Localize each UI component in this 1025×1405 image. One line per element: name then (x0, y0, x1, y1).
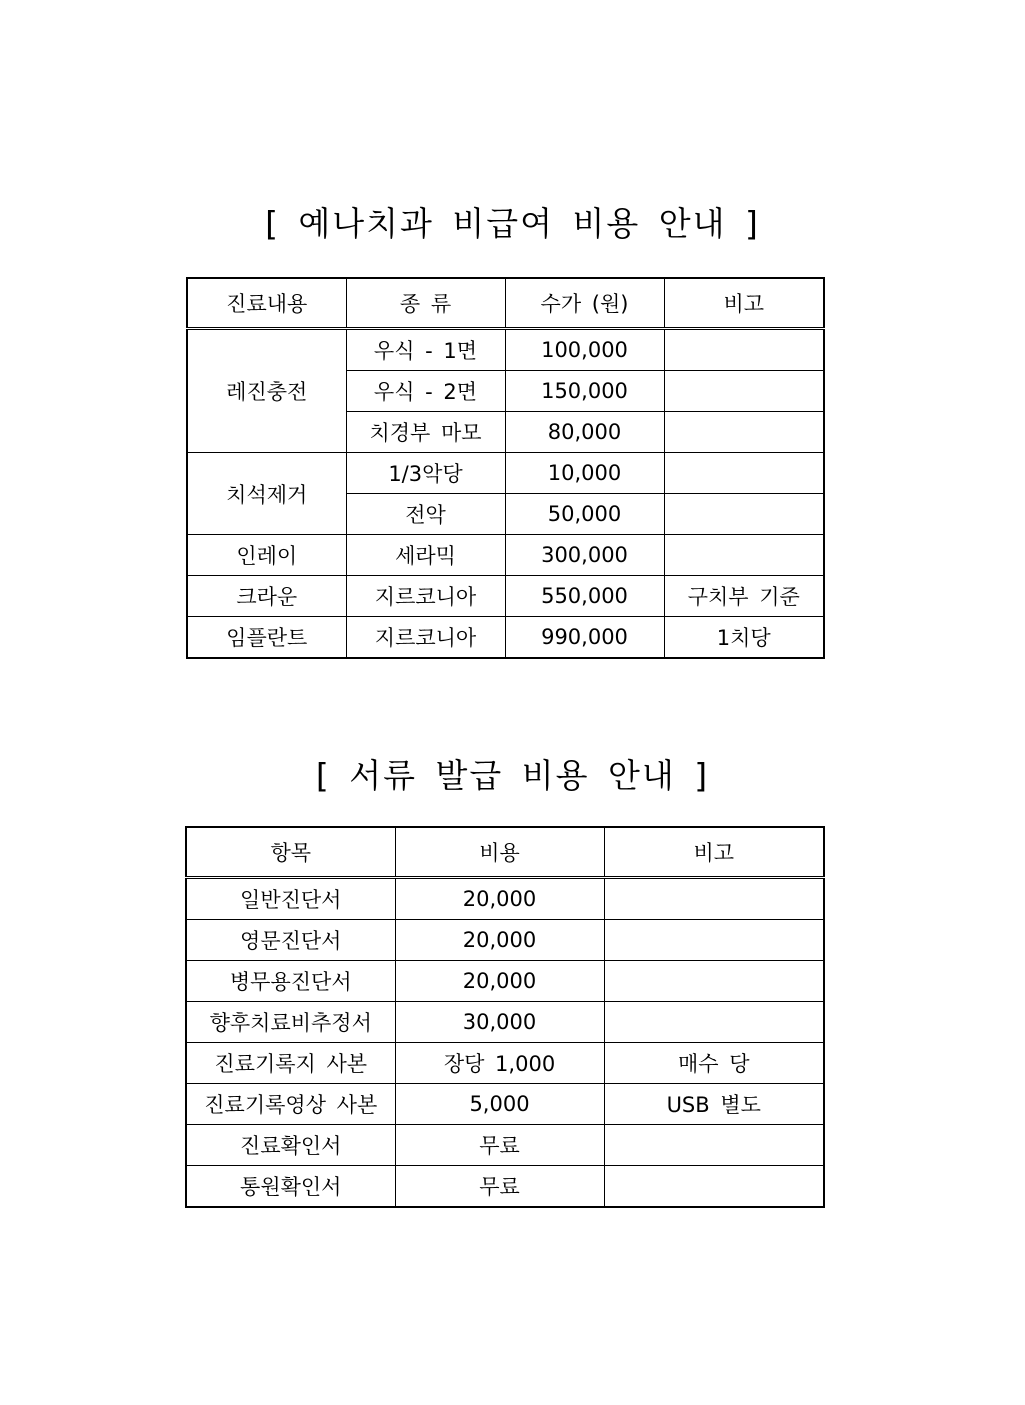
table-row (186, 920, 824, 961)
cost-cell: 20,000 (395, 961, 604, 1002)
header-treatment: 진료내용 (187, 278, 346, 329)
header-cost: 비용 (395, 827, 604, 878)
header-item: 항목 (186, 827, 395, 878)
price-cell: 300,000 (505, 535, 664, 576)
non-covered-fee-table (186, 277, 825, 659)
price-cell: 100,000 (505, 329, 664, 371)
table-row (187, 453, 824, 494)
header-type: 종 류 (346, 278, 505, 329)
table-row (187, 617, 824, 659)
header-note: 비고 (664, 278, 824, 329)
fee-table-body (187, 329, 824, 659)
treatment-type-cell: 전악 (346, 494, 505, 535)
doc-section-title: [ 서류 발급 비용 안내 ] (315, 756, 710, 795)
table-row (186, 1084, 824, 1125)
table-row (187, 329, 824, 371)
cost-cell: 20,000 (395, 878, 604, 920)
treatment-type-cell: 지르코니아 (346, 576, 505, 617)
document-fee-table (185, 826, 825, 1208)
table-row (186, 1125, 824, 1166)
treatment-category-cell: 치석제거 (187, 453, 346, 535)
price-cell: 80,000 (505, 412, 664, 453)
cost-cell: 5,000 (395, 1084, 604, 1125)
note-cell (604, 961, 824, 1002)
table-row (187, 535, 824, 576)
note-cell: 1치당 (664, 617, 824, 659)
table-row (186, 878, 824, 920)
note-cell: 구치부 기준 (664, 576, 824, 617)
cost-cell: 장당 1,000 (395, 1043, 604, 1084)
table-row (186, 961, 824, 1002)
document-item-cell: 일반진단서 (186, 878, 395, 920)
document-item-cell: 진료기록영상 사본 (186, 1084, 395, 1125)
note-cell (604, 1125, 824, 1166)
note-cell (664, 453, 824, 494)
price-cell: 10,000 (505, 453, 664, 494)
header-note: 비고 (604, 827, 824, 878)
price-cell: 50,000 (505, 494, 664, 535)
treatment-type-cell: 지르코니아 (346, 617, 505, 659)
note-cell (664, 494, 824, 535)
note-cell (664, 535, 824, 576)
note-cell (604, 878, 824, 920)
document-item-cell: 진료확인서 (186, 1125, 395, 1166)
document-item-cell: 병무용진단서 (186, 961, 395, 1002)
price-cell: 990,000 (505, 617, 664, 659)
cost-cell: 무료 (395, 1166, 604, 1208)
note-cell (604, 1166, 824, 1208)
note-cell: 매수 당 (604, 1043, 824, 1084)
document-item-cell: 영문진단서 (186, 920, 395, 961)
table-row (186, 1166, 824, 1208)
note-cell: USB 별도 (604, 1084, 824, 1125)
table-row (186, 1002, 824, 1043)
treatment-category-cell: 레진충전 (187, 329, 346, 453)
note-cell (604, 1002, 824, 1043)
note-cell (604, 920, 824, 961)
doc-table-body (186, 878, 824, 1208)
header-price: 수가 (원) (505, 278, 664, 329)
price-cell: 150,000 (505, 371, 664, 412)
treatment-category-cell: 임플란트 (187, 617, 346, 659)
treatment-type-cell: 우식 - 2면 (346, 371, 505, 412)
cost-cell: 무료 (395, 1125, 604, 1166)
note-cell (664, 329, 824, 371)
treatment-type-cell: 세라믹 (346, 535, 505, 576)
treatment-type-cell: 우식 - 1면 (346, 329, 505, 371)
table-row (186, 1043, 824, 1084)
treatment-category-cell: 크라운 (187, 576, 346, 617)
cost-cell: 20,000 (395, 920, 604, 961)
treatment-type-cell: 치경부 마모 (346, 412, 505, 453)
document-item-cell: 진료기록지 사본 (186, 1043, 395, 1084)
treatment-category-cell: 인레이 (187, 535, 346, 576)
table-header-row (187, 278, 824, 329)
cost-cell: 30,000 (395, 1002, 604, 1043)
treatment-type-cell: 1/3악당 (346, 453, 505, 494)
note-cell (664, 412, 824, 453)
document-item-cell: 향후치료비추정서 (186, 1002, 395, 1043)
note-cell (664, 371, 824, 412)
fee-section-title: [ 예나치과 비급여 비용 안내 ] (265, 204, 760, 243)
price-cell: 550,000 (505, 576, 664, 617)
document-item-cell: 통원확인서 (186, 1166, 395, 1208)
table-row (187, 576, 824, 617)
table-header-row (186, 827, 824, 878)
